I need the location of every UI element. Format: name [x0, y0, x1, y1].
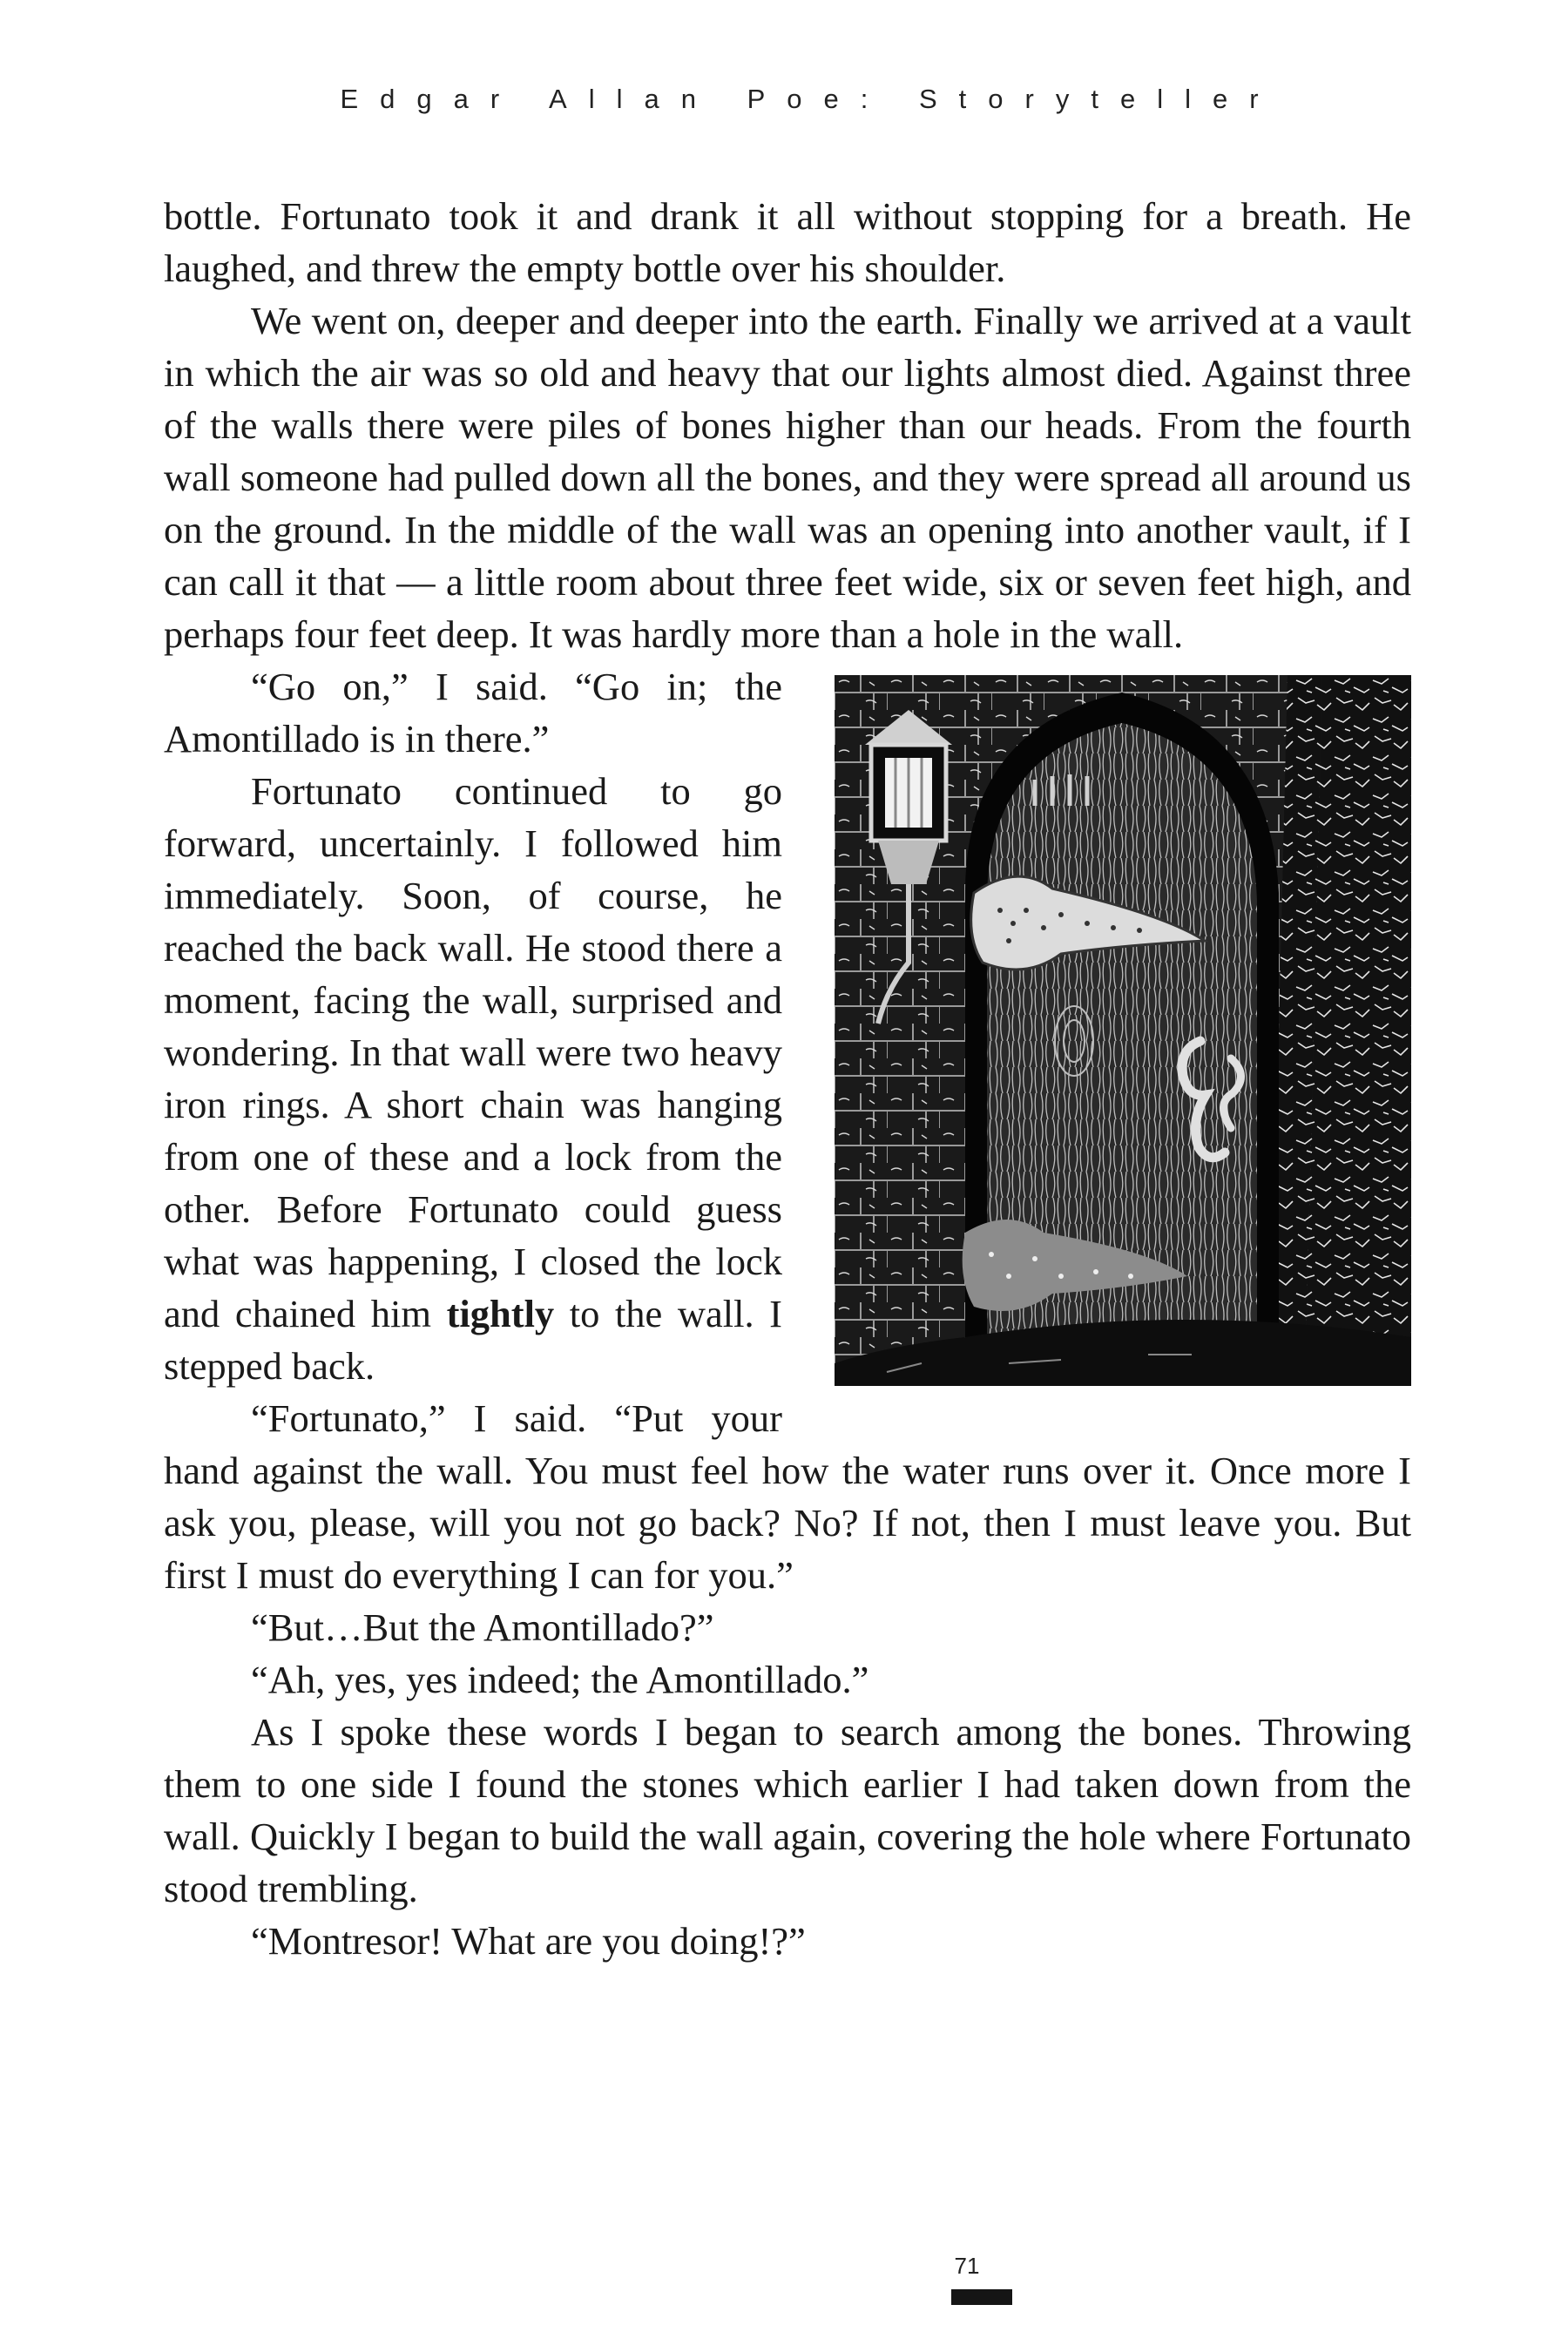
paragraph: bottle. Fortunato took it and drank it all without stopping for a breath. He laughed, and threw the empty bottle over his shoulder. — [164, 194, 1411, 290]
page-number-bar — [951, 2289, 1012, 2305]
body-text — [164, 190, 1411, 1967]
paragraph-text: to the wall. I stepped back. — [164, 1292, 783, 1388]
page-number: 71 — [954, 2253, 980, 2279]
paragraph: “But…But the Amontillado?” — [251, 1605, 714, 1649]
paragraph: “Fortunato,” I said. “Put your hand against the wall. You must feel how the water runs over it. Once more I ask you, please, will you not go back? No? If not, then I must leave you. But first I must do everything I can for you.” — [164, 1396, 1411, 1597]
paragraph-text: Fortunato continued to go forward, uncertainly. I followed him immediately. Soon, of course, he reached the back wall. He stood there a moment, facing the wall, surprised and wondering. In that wall were two heavy iron rings. A short chain was hanging from one of these and a lock from the other. Before Fortunato could guess what was happening, I closed the lock and chained him — [164, 769, 782, 1335]
paragraph: “Go on,” I said. “Go in; the Amontillado is in there.” — [164, 665, 782, 760]
paragraph: “Montresor! What are you doing!?” — [251, 1919, 806, 1963]
running-head: Edgar Allan Poe: Storyteller — [340, 84, 1281, 114]
door-illustration — [835, 675, 1411, 1386]
paragraph: As I spoke these words I began to search among the bones. Throwing them to one side I found the stones which earlier I had taken down from the wall. Quickly I began to build the wall again, covering the hole where Fortunato stood trembling. — [164, 1710, 1411, 1910]
paragraph: We went on, deeper and deeper into the earth. Finally we arrived at a vault in which the air was so old and heavy that our lights almost died. Against three of the walls there were piles of bones higher than our heads. From the fourth wall someone had pulled down all the bones, and they were spread all around us on the ground. In the middle of the wall was an opening into another vault, if I can call it that — a little room about three feet wide, six or seven feet high, and perhaps four feet deep. It was hardly more than a hole in the wall. — [164, 299, 1411, 656]
emphasized-word: tightly — [446, 1292, 555, 1335]
paragraph: “Ah, yes, yes indeed; the Amontillado.” — [251, 1658, 869, 1701]
